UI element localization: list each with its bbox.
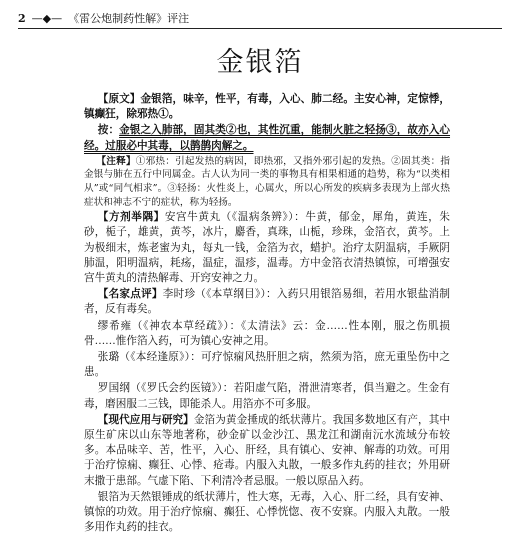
commentary-prefix: 按： (97, 124, 120, 137)
expert-comment-2: 缪希雍（《神农本草经疏》）：《太清法》云：金……性本刚，服之伤肌损骨……惟作箔入药，可为镇心安神之用。 (84, 319, 450, 347)
tag-expert: 【名家点评】 (97, 288, 163, 301)
formula-text: 安宫牛黄丸（《温病条辨》）：牛黄，郁金，犀角，黄连，朱砂，栀子，雄黄，黄芩，冰片，麝香，真珠，山栀，珍珠，金箔衣，黄芩。上为极细末，炼老蜜为丸，每丸一钱，金箔为衣，蜡护。治疗太阴温病，手厥阴肺温，阳明温病，耗疡，温症，温疹，温毒。方中金箔衣清热镇惊，可增强安宫牛黄丸的清热解毒、开窍安神之力。 (84, 211, 450, 284)
tag-original: 【原文】 (97, 93, 141, 105)
modern-text-2: 银箔为天然银锤成的纸状薄片，性大寒，无毒，入心、肝二经，具有安神、镇惊的功效。用于治疗惊痫、癫狂、心悸恍惚、夜不安寐。内服入丸散。一般多用作丸药的挂衣。 (84, 490, 450, 534)
section-commentary (84, 123, 450, 153)
running-header (18, 8, 502, 28)
original-text: 金银箔，味辛，性平，有毒，入心、肺二经。主安心神，定惊悸，镇癫狂，除邪热①。 (84, 93, 451, 121)
tag-formula: 【方剂举隅】 (97, 211, 165, 224)
header-ornament: —◆— (31, 11, 63, 25)
entry-title: 金银箔 (216, 47, 304, 78)
tag-notes: 【注释】 (96, 155, 136, 167)
notes-text: ①邪热：引起发热的病因，即热邪，又指外邪引起的发热。②固其类：指金银与肺在五行中同属金。古人认为同一类的事物具有相果相通的趋势，称为“以类相从”或“同气相求”。③轻扬：火性炎上，心属火，所以心所发的疾病多表现为上部火热症状和神志不宁的症状，称为轻扬。 (84, 155, 451, 208)
expert-comment-1: 李时珍（《本草纲目》）：入药只用银箔易细，若用水银盐消制者，反有毒矣。 (84, 288, 450, 316)
modern-text-1: 金箔为黄金捶成的纸状薄片。我国多数地区有产，其中原生矿床以山东等地著称，砂金矿以金沙江、黑龙江和湖南沅水流域分布较多。本品味辛、苦，性平，入心、肝经，具有镇心、安神、解毒的功效。可用于治疗惊痫、癫狂、心悸、疮毒。内服入丸散，一般多作丸药的挂衣；外用研末撒于患部。气虚下陷、下利清冷者忌服。一般以原品入药。 (84, 413, 451, 487)
section-formula-examples (84, 210, 450, 286)
section-expert-comments (84, 287, 450, 317)
book-title: 《雷公炮制药性解》评注 (68, 12, 190, 25)
expert-comment-4: 罗国纲（《罗氏会约医镜》）：若阳虚气陷，滑泄清寒者，俱当避之。生金有毒，磨困服二三钱，即能杀人。用箔亦不可多服。 (84, 382, 450, 410)
page-number: 2 (18, 11, 26, 25)
section-notes (84, 155, 450, 209)
section-modern-research (84, 413, 450, 489)
entry-body (84, 92, 451, 534)
section-original-text (84, 92, 450, 122)
commentary-text: 金银之入肺部，固其类②也，其性沉重，能制火脏之轻扬③，故亦入心经。过服必中其毒，以鹊鹊肉解之。 (84, 124, 451, 152)
tag-modern: 【现代应用与研究】 (97, 413, 194, 426)
header-rule (18, 28, 502, 29)
expert-comment-3: 张璐（《本经逢原》）：可疗惊痫风热肝胆之病，然须为箔，庶无重坠伤中之患。 (84, 351, 450, 379)
